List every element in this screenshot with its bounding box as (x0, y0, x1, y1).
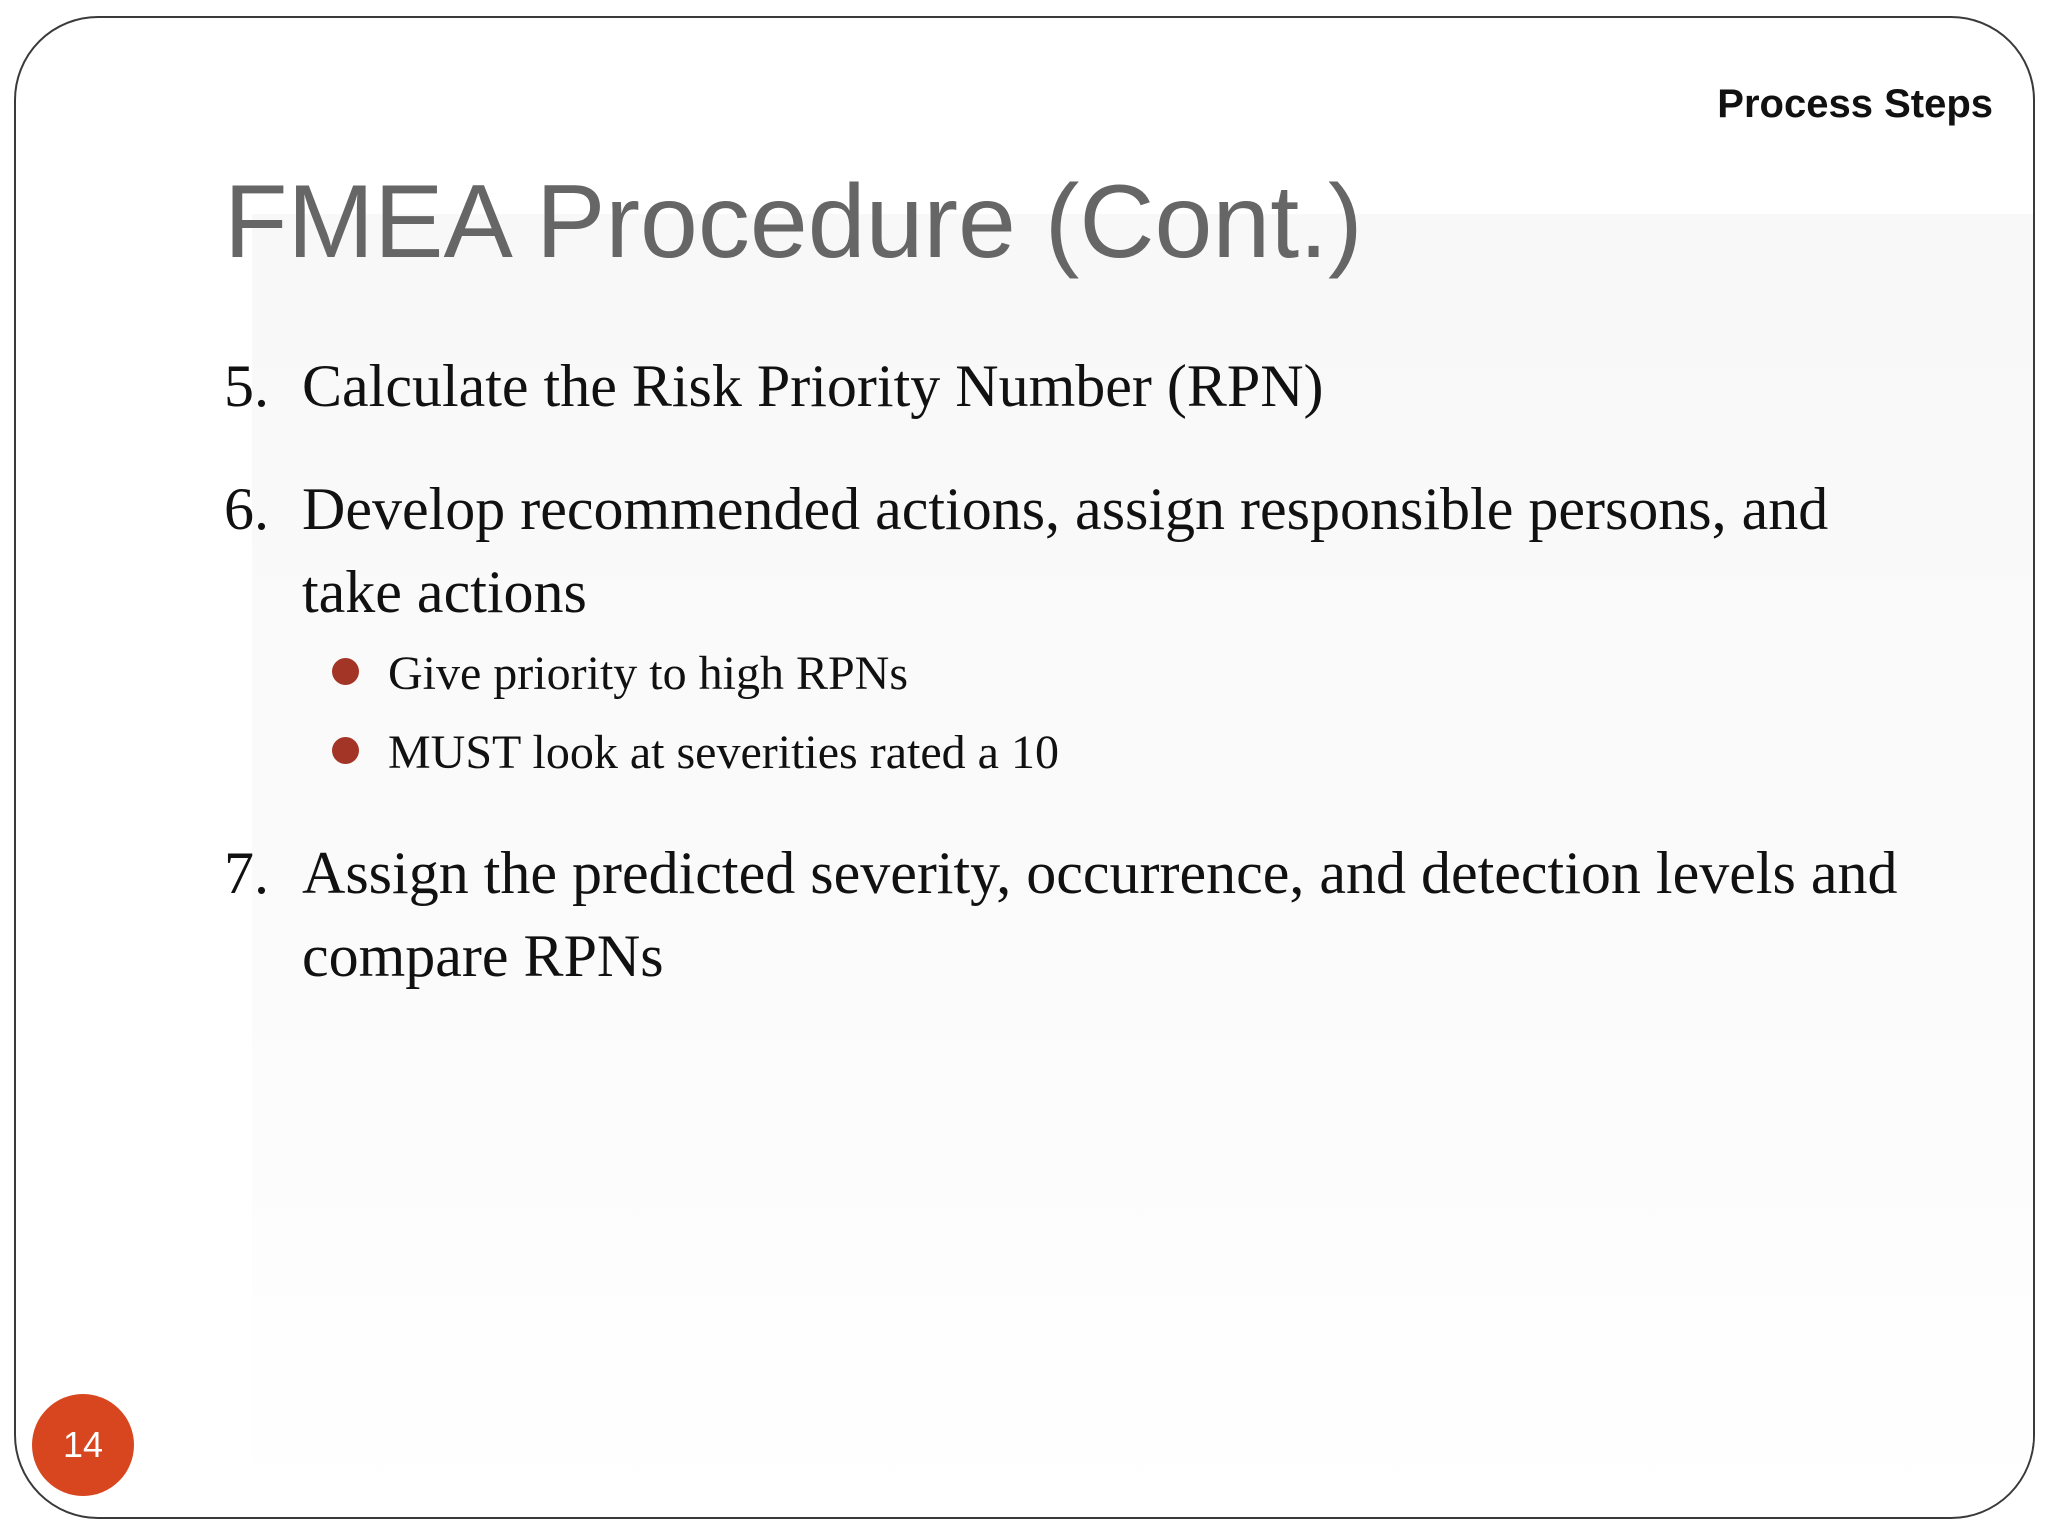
step-item (224, 832, 1904, 998)
step-list (224, 345, 1904, 998)
step-number: 7. (224, 840, 269, 906)
sub-bullet-item (332, 634, 1904, 713)
sub-bullet-text: Give priority to high RPNs (388, 647, 909, 700)
step-item (224, 345, 1904, 428)
sub-bullet-list (332, 634, 1904, 792)
sub-bullet-text: MUST look at severities rated a 10 (388, 726, 1059, 779)
sub-bullet-item (332, 713, 1904, 792)
step-text: Assign the predicted severity, occurrence, and detection levels and compare RPNs (302, 840, 1898, 989)
step-text: Develop recommended actions, assign responsible persons, and take actions (302, 476, 1829, 625)
step-text: Calculate the Risk Priority Number (RPN) (302, 353, 1324, 419)
step-item (224, 468, 1904, 634)
step-number: 5. (224, 353, 269, 419)
bullet-dot-icon (332, 737, 359, 764)
page-number: 14 (62, 1424, 104, 1465)
section-label: Process Steps (1717, 82, 1993, 126)
bullet-dot-icon (332, 658, 359, 685)
slide-title: FMEA Procedure (Cont.) (224, 164, 1363, 280)
step-number: 6. (224, 476, 269, 542)
page-number-badge (32, 1394, 134, 1496)
